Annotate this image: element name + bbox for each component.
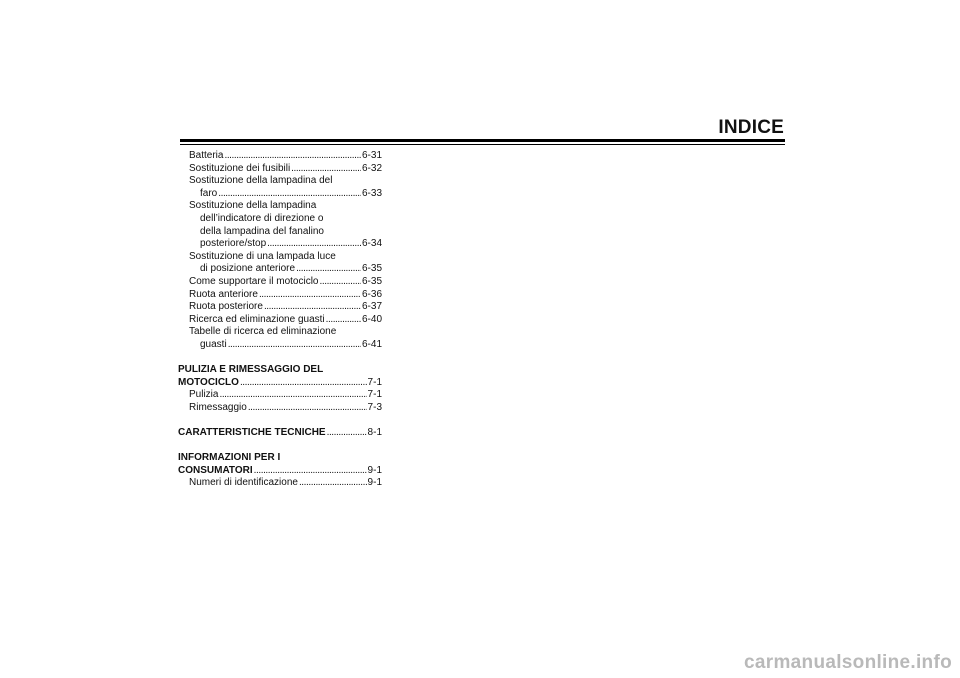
toc-entry-pulizia[interactable]: [178, 389, 382, 402]
page-title: INDICE: [718, 117, 784, 138]
toc-entry-ruota-posteriore[interactable]: [178, 301, 382, 314]
toc-entry-tabelle-guasti[interactable]: [178, 326, 382, 351]
dot-leader: [267, 238, 361, 251]
dot-leader: [259, 289, 361, 302]
toc-chapter-pulizia-rimessaggio[interactable]: [178, 364, 382, 389]
dot-leader: [219, 389, 366, 402]
dot-leader: [228, 339, 361, 352]
dot-leader: [327, 427, 367, 440]
toc-page-number: 6-36: [361, 288, 382, 300]
dot-leader: [299, 477, 367, 490]
table-of-contents: [178, 150, 382, 490]
toc-page-number: 6-34: [361, 238, 382, 250]
toc-page-number: 6-33: [361, 187, 382, 199]
toc-entry-faro[interactable]: [178, 175, 382, 200]
toc-chapter-label: CARATTERISTICHE TECNICHE: [178, 427, 326, 439]
section-gap: [178, 414, 382, 427]
dot-leader: [320, 276, 361, 289]
toc-chapter-informazioni[interactable]: [178, 452, 382, 477]
dot-leader: [240, 377, 367, 390]
section-gap: [178, 352, 382, 365]
toc-entry-label: Ruota posteriore: [189, 301, 263, 313]
toc-chapter-label-cont: MOTOCICLO: [178, 376, 239, 388]
toc-entry-label: Sostituzione dei fusibili: [189, 162, 291, 174]
toc-page-number: 8-1: [367, 427, 382, 439]
toc-page-number: 6-35: [361, 275, 382, 287]
toc-page-number: 6-32: [361, 162, 382, 174]
toc-entry-label: Tabelle di ricerca ed eliminazione: [189, 326, 337, 338]
toc-entry-label: Batteria: [189, 150, 224, 161]
dot-leader: [291, 163, 361, 176]
dot-leader: [248, 402, 367, 415]
toc-page-number: 6-35: [361, 263, 382, 275]
dot-leader: [326, 314, 361, 327]
dot-leader: [218, 188, 361, 201]
toc-page-number: 6-37: [361, 301, 382, 313]
section-gap: [178, 440, 382, 453]
toc-entry-label: Ricerca ed eliminazione guasti: [189, 313, 325, 325]
toc-entry-label-cont: dell’indicatore di direzione o: [200, 212, 324, 224]
toc-entry-numeri-identificazione[interactable]: [178, 477, 382, 490]
toc-page-number: 7-1: [367, 389, 382, 401]
toc-entry-label-cont: posteriore/stop: [200, 238, 267, 250]
toc-page-number: 7-3: [367, 401, 382, 413]
header-rule-thick: [180, 139, 785, 142]
toc-entry-label: Rimessaggio: [189, 401, 247, 413]
toc-entry-luce-posizione[interactable]: [178, 251, 382, 276]
toc-chapter-caratteristiche[interactable]: [178, 427, 382, 440]
toc-entry-indicatore[interactable]: [178, 200, 382, 250]
dot-leader: [296, 263, 361, 276]
toc-entry-fusibili[interactable]: [178, 163, 382, 176]
toc-page-number: 6-31: [361, 150, 382, 161]
toc-chapter-label: PULIZIA E RIMESSAGGIO DEL: [178, 364, 324, 376]
header-rule-thin: [180, 144, 785, 145]
toc-chapter-label: INFORMAZIONI PER I: [178, 452, 281, 464]
toc-entry-rimessaggio[interactable]: [178, 402, 382, 415]
dot-leader: [224, 150, 361, 163]
toc-entry-label: Sostituzione della lampadina: [189, 200, 317, 212]
toc-entry-label: Numeri di identificazione: [189, 477, 298, 489]
toc-entry-label-cont: di posizione anteriore: [200, 263, 296, 275]
toc-entry-batteria[interactable]: [178, 150, 382, 163]
toc-entry-label: Pulizia: [189, 389, 219, 401]
toc-page-number: 7-1: [367, 376, 382, 388]
dot-leader: [254, 465, 367, 478]
toc-entry-supportare[interactable]: [178, 276, 382, 289]
toc-entry-label-cont: della lampadina del fanalino: [200, 225, 324, 237]
toc-page-number: 9-1: [367, 477, 382, 489]
toc-entry-label: Come supportare il motociclo: [189, 275, 319, 287]
dot-leader: [264, 301, 361, 314]
toc-page-number: 6-40: [361, 313, 382, 325]
toc-entry-ricerca-guasti[interactable]: [178, 314, 382, 327]
toc-entry-label: Ruota anteriore: [189, 288, 258, 300]
toc-page-number: 9-1: [367, 464, 382, 476]
toc-page-number: 6-41: [361, 338, 382, 350]
toc-entry-label: Sostituzione della lampadina del: [189, 175, 333, 187]
toc-entry-label: Sostituzione di una lampada luce: [189, 250, 336, 262]
toc-entry-ruota-anteriore[interactable]: [178, 289, 382, 302]
watermark: carmanualsonline.info: [744, 652, 952, 673]
toc-entry-label-cont: guasti: [200, 338, 227, 350]
toc-entry-label-cont: faro: [200, 187, 218, 199]
toc-chapter-label-cont: CONSUMATORI: [178, 464, 253, 476]
